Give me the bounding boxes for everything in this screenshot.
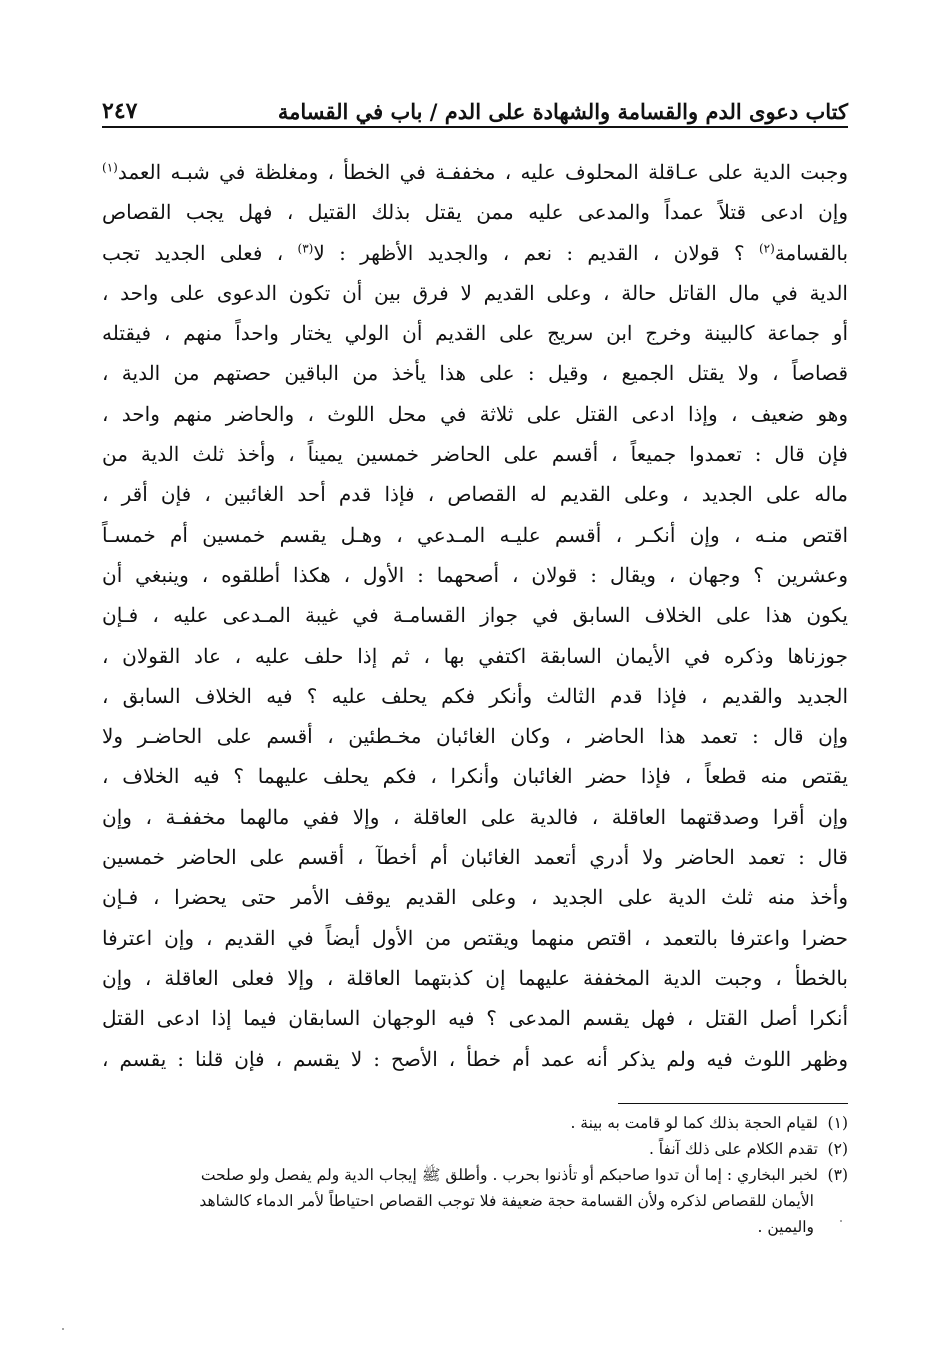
footnote-ref-3: (٣)	[297, 240, 314, 255]
scan-speck	[840, 1220, 842, 1222]
footnote-number: (٣)	[827, 1166, 848, 1184]
footnote-number: (٢)	[827, 1140, 848, 1158]
text-line-1: وجبت الدية على عـاقلة المحلوف عليه ، مخففـة في الخطأ ، ومغلظة في شبـه العمد$^{(١)}$	[102, 160, 848, 184]
header-rule	[102, 126, 848, 128]
text-line-9: ماله على الجديد ، وعلى القديم له القصاص ، فإذا قدم أحد الغائبين ، فإن أقر ،	[102, 482, 848, 507]
text-line-20: حضرا واعترفا بالتعمد ، اقتص منهما ويقتص من الأول أيضاً في القديم ، وإن اعترفا	[102, 925, 848, 950]
page-header	[102, 90, 848, 124]
footnote-text: لخبر البخاري : إما أن تدوا صاحبكم أو تأذنوا بحرب . وأطلق ﷺ إيجاب الدية ولم يفصل ولو صلحت	[200, 1166, 818, 1184]
footnote-text: لقيام الحجة بذلك كما لو قامت به بينة .	[570, 1114, 818, 1132]
text-line-16: يقتص منه قطعاً ، فإذا حضر الغائبان وأنكرا ، فكم يحلف عليهما ؟ فيه الخلاف ،	[102, 764, 848, 789]
footnote-ref-1: (١)	[102, 160, 118, 175]
text-line-4: الدية في مال القاتل حالة ، وعلى القديم لا فرق بين أن تكون الدعوى على واحد ،	[102, 280, 848, 305]
text-line-2: وإن ادعى قتلاً عمداً والمدعى عليه ممن يقتل بذلك القتيل ، فهل يجب القصاص	[102, 200, 848, 225]
text-line-18: قال : تعمد الحاضر ولا أدري أتعمد الغائبان أم أخطآ ، أقسم على الحاضر خمسين	[102, 845, 848, 870]
text-line-23: وظهر اللوث فيه ولم يذكر أنه عمد أم خطأ ، الأصح : لا يقسم ، فإن قلنا : يقسم ،	[102, 1046, 848, 1071]
text-line-13: جوزناها وذكره في الأيمان السابقة اكتفي بها ، ثم إذا حلف عليه ، عاد القولان ،	[102, 643, 848, 668]
text-line-10: اقتص منـه ، وإن أنكـر ، أقسم عليـه المـدعي ، وهـل يقسم خمسين أم خمسـاً	[102, 522, 848, 547]
footnote-1	[102, 1110, 848, 1136]
text-line-7: وهو ضعيف ، وإذا ادعى القتل على ثلاثة في محل اللوث ، والحاضر منهم واحد ،	[102, 401, 848, 426]
text-line-12: يكون هذا على الخلاف السابق في جواز القسامـة في غيبة المـدعى عليه ، فـإن	[102, 603, 848, 628]
footnotes	[102, 1110, 848, 1240]
text-line-22: أنكرا أصل القتل ، فهل يقسم المدعى ؟ فيه الوجهان السابقان فيما إذا ادعى القتل	[102, 1006, 849, 1031]
footnote-rule	[618, 1103, 848, 1104]
text-line-3: بالقسامة$^{(٢)}$ ؟ قولان ، القديم : نعم ، والجديد الأظهر : لا$^{(٣)}$ ، فعلى الجديد تجب	[102, 240, 849, 265]
scan-speck	[62, 1328, 64, 1330]
running-head: كتاب دعوى الدم والقسامة والشهادة على الدم / باب في القسامة	[277, 99, 848, 124]
footnote-ref-2: (٢)	[758, 240, 775, 255]
footnote-3-continuation: الأيمان للقصاص لذكره ولأن القسامة حجة ضعيفة فلا توجب القصاص احتياطاً لأمر الدماء كالشاهد	[199, 1192, 814, 1210]
text-line-19: وأخذ منه ثلث الدية على الجديد ، وعلى القديم يوقف الأمر حتى يحضرا ، فـإن	[102, 885, 848, 910]
footnote-number: (١)	[827, 1114, 848, 1132]
page-number: ٢٤٧	[102, 98, 138, 124]
text-line-15: وإن قال : تعمد هذا الحاضر ، وكان الغائبان مخـطئين ، أقسم على الحاضـر ولا	[102, 724, 848, 749]
text-line-8: فإن قال : تعمدوا جميعاً ، أقسم على الحاضر خمسين يميناً ، وأخذ ثلث الدية من	[102, 442, 848, 467]
text-line-21: بالخطأ ، وجبت الدية المخففة عليهما إن كذبتهما العاقلة ، وإلا فعلى العاقلة ، وإن	[102, 965, 848, 990]
footnote-3	[102, 1162, 848, 1188]
text-line-5: أو جماعة كالبينة وخرج ابن سريج على القديم أن الولي يختار واحداً منهم ، فيقتله	[102, 321, 848, 346]
footnote-text: تقدم الكلام على ذلك آنفاً .	[648, 1140, 818, 1158]
footnote-2	[102, 1136, 848, 1162]
text-line-11: وعشرين ؟ وجهان ، ويقال : قولان ، أصحهما : الأول ، هكذا أطلقوه ، وينبغي أن	[102, 562, 848, 587]
text-line-6: قصاصاً ، ولا يقتل الجميع ، وقيل : على هذا يأخذ من الباقين حصتهم من الدية ،	[102, 361, 848, 386]
body-text	[102, 152, 848, 1079]
text-line-14: الجديد والقديم ، فإذا قدم الثالث وأنكر فكم يحلف عليه ؟ فيه الخلاف السابق ،	[102, 683, 848, 708]
footnote-3-end: واليمين .	[757, 1218, 814, 1236]
text-line-17: وإن أقرا وصدقتهما العاقلة ، فالدية على العاقلة ، وإلا ففي مالهما مخففـة ، وإن	[102, 804, 848, 829]
